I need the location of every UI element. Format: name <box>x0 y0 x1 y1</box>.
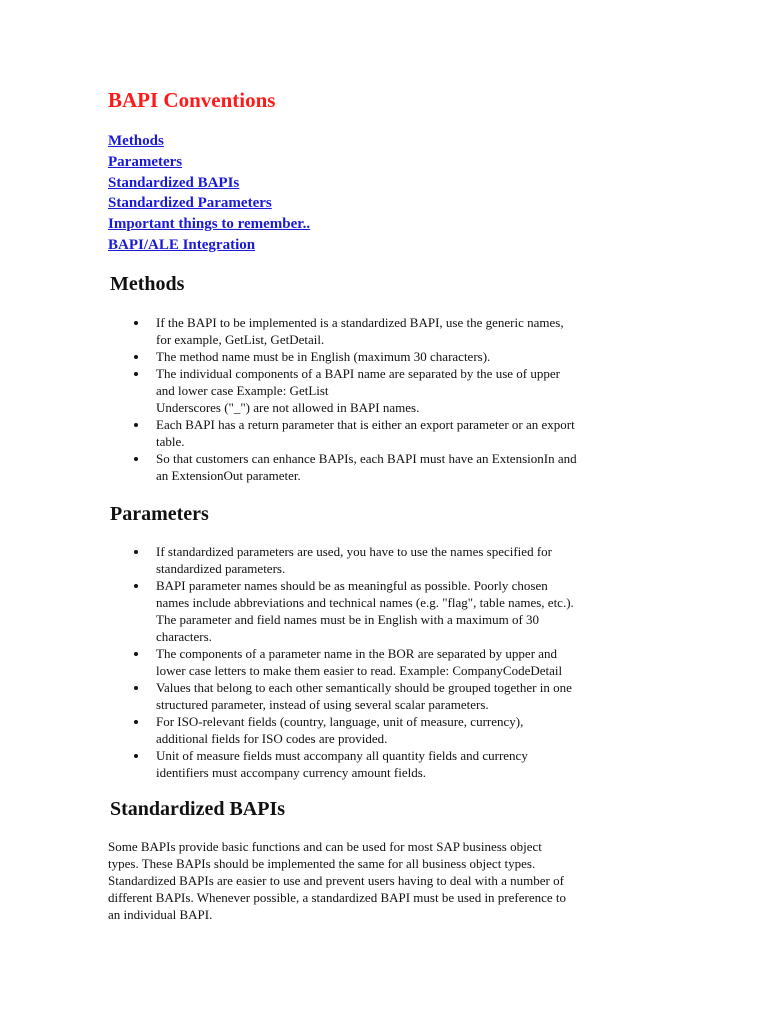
table-of-contents <box>108 131 310 256</box>
list-item-line: The method name must be in English (maximum 30 characters). <box>156 349 491 364</box>
paragraph-line: Standardized BAPIs are easier to use and prevent users having to deal with a number of <box>108 873 564 888</box>
list-item-line: If standardized parameters are used, you have to use the names specified for <box>156 544 552 559</box>
toc-item <box>108 214 310 235</box>
list-item <box>156 365 671 416</box>
toc-item <box>108 152 310 173</box>
list-item <box>156 577 671 645</box>
list-item-line: standardized parameters. <box>156 561 286 576</box>
list-item <box>156 747 671 781</box>
list-item-line: for example, GetList, GetDetail. <box>156 332 325 347</box>
page-title: BAPI Conventions <box>108 88 276 112</box>
methods-list <box>156 314 671 484</box>
list-item-line: table. <box>156 434 185 449</box>
list-item-line: So that customers can enhance BAPIs, each BAPI must have an ExtensionIn and <box>156 451 577 466</box>
list-item-line: additional fields for ISO codes are provided. <box>156 731 388 746</box>
list-item <box>156 679 671 713</box>
paragraph-line: types. These BAPIs should be implemented the same for all business object types. <box>108 856 536 871</box>
list-item-line: BAPI parameter names should be as meaningful as possible. Poorly chosen <box>156 578 548 593</box>
parameters-list <box>156 543 671 781</box>
list-item-line: Underscores ("_") are not allowed in BAPI names. <box>156 400 420 415</box>
list-item-line: The parameter and field names must be in English with a maximum of 30 <box>156 612 540 627</box>
toc-item <box>108 193 310 214</box>
list-item <box>156 645 671 679</box>
list-item-line: For ISO-relevant fields (country, language, unit of measure, currency), <box>156 714 524 729</box>
list-item-line: Each BAPI has a return parameter that is either an export parameter or an export <box>156 417 575 432</box>
list-item-line: If the BAPI to be implemented is a standardized BAPI, use the generic names, <box>156 315 564 330</box>
list-item-line: The components of a parameter name in the BOR are separated by upper and <box>156 646 558 661</box>
paragraph-line: different BAPIs. Whenever possible, a standardized BAPI must be used in preference to <box>108 890 567 905</box>
list-item <box>156 713 671 747</box>
list-item-line: characters. <box>156 629 212 644</box>
list-item-line: Values that belong to each other semantically should be grouped together in one <box>156 680 572 695</box>
paragraph-line: an individual BAPI. <box>108 907 213 922</box>
list-item <box>156 314 671 348</box>
list-item-line: an ExtensionOut parameter. <box>156 468 301 483</box>
list-item-line: The individual components of a BAPI name are separated by the use of upper <box>156 366 560 381</box>
list-item-line: Unit of measure fields must accompany all quantity fields and currency <box>156 748 528 763</box>
list-item-line: lower case letters to make them easier to read. Example: CompanyCodeDetail <box>156 663 563 678</box>
toc-item <box>108 173 310 194</box>
list-item-line: structured parameter, instead of using several scalar parameters. <box>156 697 489 712</box>
list-item <box>156 348 671 365</box>
toc-link-standardized-parameters[interactable]: Standardized Parameters <box>108 195 272 212</box>
toc-link-important-things[interactable]: Important things to remember.. <box>108 216 311 233</box>
toc-link-bapi-ale-integration[interactable]: BAPI/ALE Integration <box>108 236 256 253</box>
list-item-line: names include abbreviations and technical names (e.g. "flag", table names, etc.). <box>156 595 574 610</box>
list-item <box>156 543 671 577</box>
list-item <box>156 416 671 450</box>
section-heading-methods: Methods <box>110 273 185 295</box>
toc-link-methods[interactable]: Methods <box>108 133 164 149</box>
section-heading-parameters: Parameters <box>110 503 209 525</box>
toc-link-parameters[interactable]: Parameters <box>108 153 183 170</box>
toc-link-standardized-bapis[interactable]: Standardized BAPIs <box>108 174 240 191</box>
toc-item <box>108 131 310 152</box>
list-item-line: and lower case Example: GetList <box>156 383 329 398</box>
standardized-bapis-paragraph <box>108 838 668 923</box>
section-heading-standardized-bapis: Standardized BAPIs <box>110 798 286 820</box>
list-item <box>156 450 671 484</box>
list-item-line: identifiers must accompany currency amount fields. <box>156 765 427 780</box>
toc-item <box>108 235 310 256</box>
paragraph-line: Some BAPIs provide basic functions and can be used for most SAP business object <box>108 839 542 854</box>
